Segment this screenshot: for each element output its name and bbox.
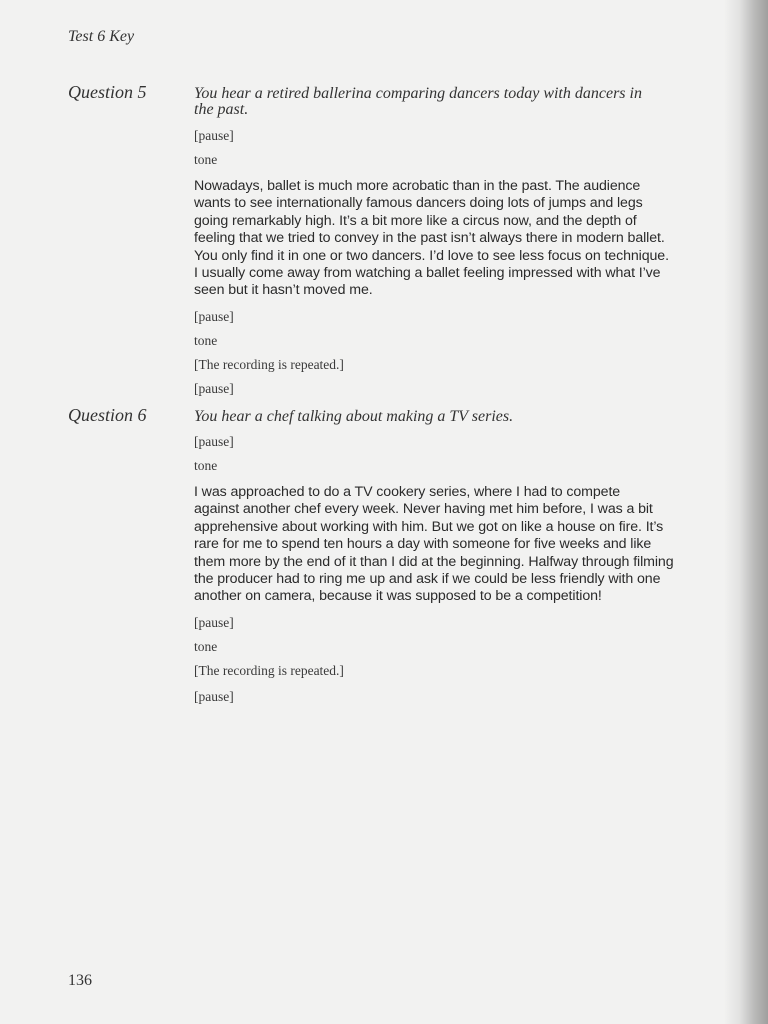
transcript-line: You only find it in one or two dancers. I’d love to see less focus on technique.	[194, 247, 669, 264]
page-number: 136	[68, 972, 92, 989]
transcript-line: apprehensive about working with him. But we got on like a house on fire. It’s	[194, 518, 664, 535]
tone-cue: tone	[194, 152, 218, 167]
question-5-label: Question 5	[68, 82, 147, 102]
transcript-line: I usually come away from watching a ballet feeling impressed with what I’ve	[194, 265, 661, 282]
intro-line: You hear a retired ballerina comparing dancers today with dancers in	[194, 85, 642, 102]
transcript-line: going remarkably high. It’s a bit more like a circus now, and the depth of	[194, 212, 637, 229]
transcript-line: the producer had to ring me up and ask if we could be less friendly with one	[194, 571, 661, 588]
question-5-block	[194, 86, 724, 397]
intro-line: You hear a chef talking about making a TV series.	[194, 408, 514, 425]
tone-cue: tone	[194, 458, 218, 473]
question-6-block	[194, 409, 724, 705]
repeat-cue: [The recording is repeated.]	[194, 356, 344, 372]
question-6-label: Question 6	[68, 405, 147, 425]
pause-cue: [pause]	[194, 308, 234, 324]
transcript-line: seen but it hasn’t moved me.	[194, 282, 373, 299]
transcript-line: another on camera, because it was supposed to be a competition!	[194, 588, 602, 605]
question-6-transcript	[194, 484, 724, 606]
transcript-line: feeling that we tried to convey in the past isn’t always there in modern ballet.	[194, 230, 665, 247]
pause-cue: [pause]	[194, 380, 234, 396]
transcript-line: Nowadays, ballet is much more acrobatic than in the past. The audience	[194, 178, 641, 194]
transcript-line: them more by the end of it than I did at the beginning. Halfway through filming	[194, 553, 674, 570]
pause-cue: [pause]	[194, 688, 234, 704]
transcript-line: rare for me to spend ten hours a day with someone for five weeks and like	[194, 536, 652, 553]
tone-cue: tone	[194, 638, 218, 654]
pause-cue: [pause]	[194, 128, 234, 143]
repeat-cue: [The recording is repeated.]	[194, 662, 344, 678]
running-head: Test 6 Key	[68, 28, 135, 45]
pause-cue: [pause]	[194, 434, 234, 449]
transcript-line: against another chef every week. Never having met him before, I was a bit	[194, 501, 653, 518]
tone-cue: tone	[194, 332, 218, 348]
transcript-line: wants to see internationally famous dancers doing lots of jumps and legs	[194, 195, 643, 212]
intro-line: the past.	[194, 101, 249, 118]
page-gutter-shadow	[724, 0, 768, 1024]
transcript-line: I was approached to do a TV cookery series, where I had to compete	[194, 484, 621, 500]
question-5-transcript	[194, 178, 724, 300]
question-6-intro	[194, 409, 724, 425]
pause-cue: [pause]	[194, 614, 234, 630]
question-5-intro	[194, 86, 724, 118]
